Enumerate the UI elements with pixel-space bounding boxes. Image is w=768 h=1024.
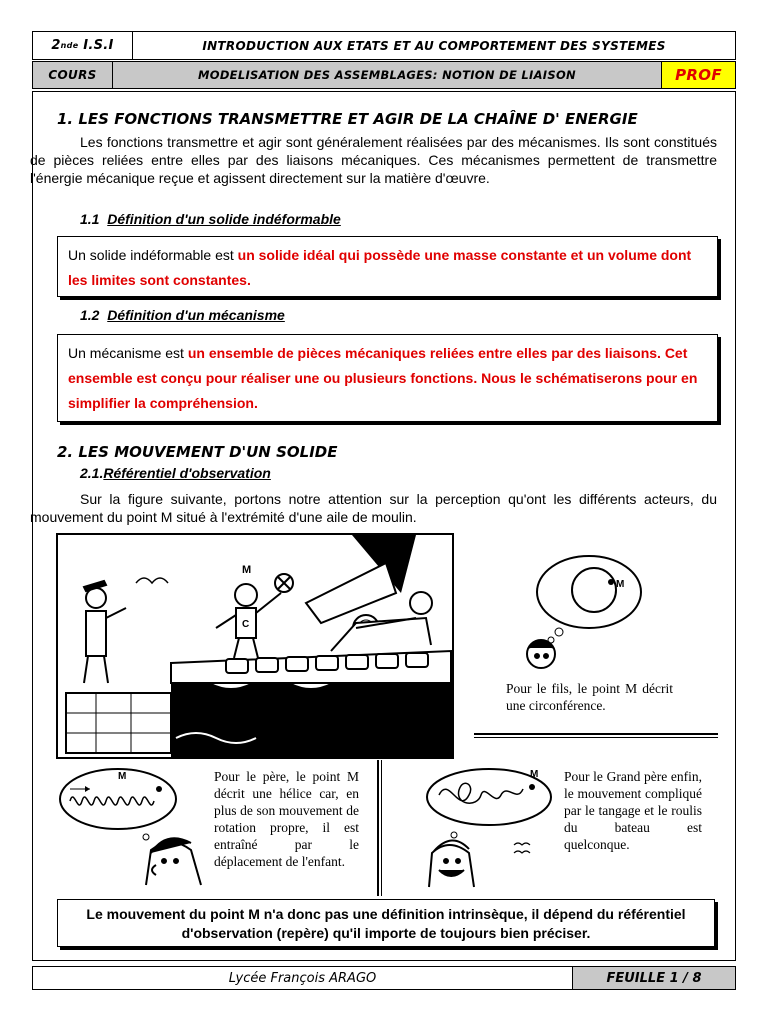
cartoon-label-m: M [242,564,252,576]
son-thought-illustration [519,552,645,670]
class-suffix: I.S.I [78,38,114,53]
header-type: COURS [48,68,97,82]
sub1-1-title: Définition d'un solide indéformable [107,211,341,227]
header-title-cell [132,31,736,60]
vertical-divider [377,760,379,896]
sub2-1-heading [80,465,271,481]
footer-school-cell [32,966,573,990]
def2-highlight: un ensemble de pièces mécaniques reliées entre elles par des liaisons. Cet ensemble est conçu pour réaliser une ou plusieurs fonctions. Nous le schématiserons pour en simplifier la compréhension. [68,345,698,411]
divider-line [474,733,718,735]
section1-intro: Les fonctions transmettre et agir sont généralement réalisées par des mécanismes. Ils sont constitués de pièces reliées entre elles par des liaisons mécaniques. Ces mécanismes permettent de transmettre l'énergie mécanique reçue et agissent directement sur la matière d'œuvre. [30,134,717,186]
sub1-2-heading [80,307,285,323]
footer-sheet-cell [572,966,736,990]
definition-solide-box [57,236,718,297]
vertical-divider [381,760,382,896]
sub1-2-title: Définition d'un mécanisme [107,307,285,323]
sub2-1-num: 2.1. [80,465,104,481]
conclusion-box: Le mouvement du point M n'a donc pas une définition intrinsèque, il dépend du référentiel d'observation (repère) qu'il importe de toujours bien préciser. [57,899,715,947]
father-label-m: M [118,771,127,782]
def2-text: Un mécanisme est [68,345,188,361]
grandfather-label-m: M [530,769,539,780]
header-subtitle: MODELISATION DES ASSEMBLAGES: NOTION DE LIAISON [198,68,576,82]
section2-title: 2. LES MOUVEMENT D'UN SOLIDE [57,443,338,461]
caption-grandpere: Pour le Grand père enfin, le mouvement compliqué par le tangage et le roulis du bateau est quelconque. [564,769,702,852]
header-title: INTRODUCTION AUX ETATS ET AU COMPORTEMENT DES SYSTEMES [202,38,666,53]
section1-title: 1. LES FONCTIONS TRANSMETTRE ET AGIR DE LA CHAÎNE D' ENERGIE [57,110,638,128]
caption-fils: Pour le fils, le point M décrit une circonférence. [506,681,673,713]
class-prefix: 2 [51,38,61,53]
footer-school: Lycée François ARAGO [228,970,377,986]
header-class-cell [32,31,133,60]
class-sup: nde [60,41,79,50]
divider-line [474,737,718,738]
ship-cartoon-illustration [56,533,454,759]
son-label-m: M [616,579,625,590]
cartoon-label-c: C [242,619,250,630]
definition-mecanisme-box [57,334,718,422]
father-thought-illustration [56,765,204,887]
sub1-1-num: 1.1 [80,211,100,227]
grandfather-thought-illustration [414,765,554,890]
sub1-2-num: 1.2 [80,307,100,323]
footer-sheet: FEUILLE 1 / 8 [606,970,702,986]
sub1-1-heading [80,211,341,227]
def1-text: Un solide indéformable est [68,247,238,263]
section2-intro: Sur la figure suivante, portons notre attention sur la perception qu'ont les différents acteurs, du mouvement du point M situé à l'extrémité d'une aile de moulin. [30,491,717,525]
caption-pere: Pour le père, le point M décrit une hélice car, en plus de son mouvement de rotation propre, il est entraîné par le déplacement de l'enfant. [214,769,359,869]
header-subtitle-cell [112,61,662,89]
header-role: PROF [675,66,722,84]
sub2-1-title: Référentiel d'observation [103,465,271,481]
header-role-cell [661,61,736,89]
def1-highlight: un solide idéal qui possède une masse constante et un volume dont les limites sont constantes. [68,247,692,288]
header-type-cell [32,61,113,89]
